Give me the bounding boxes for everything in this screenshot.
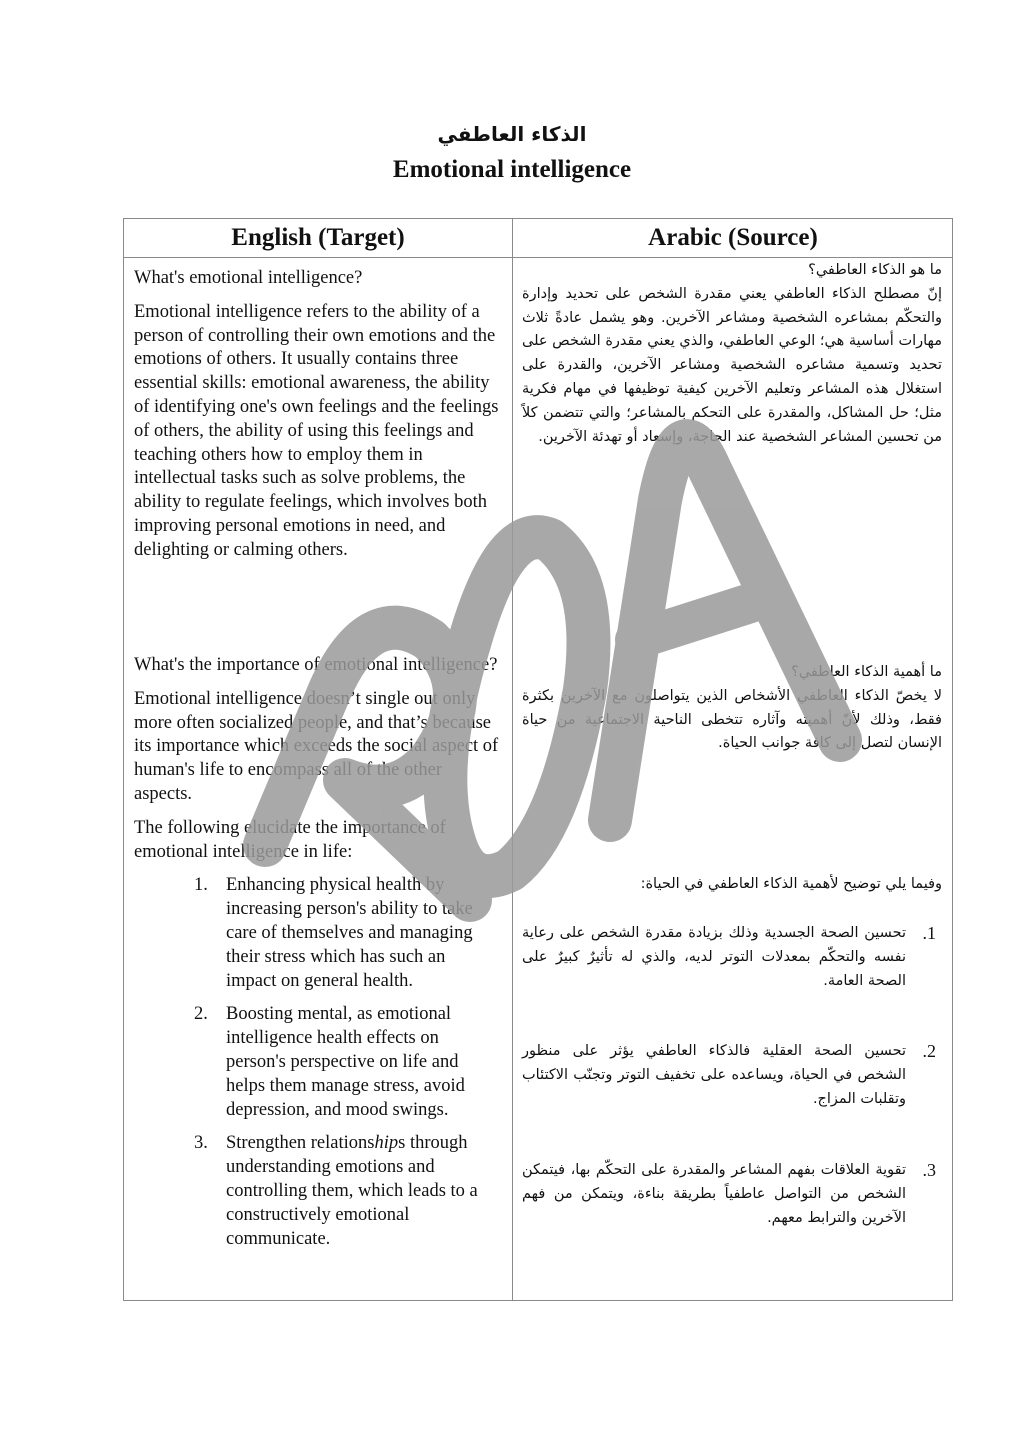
en-paragraph-1: Emotional intelligence refers to the ability of a person of controlling their own emotions and the emotions of others. It usually contains three essential skills: emotional awareness, the ability of identifying one's own feelings and the feelings of others, the ability of using this feelings and teaching others how to employ them in intellectual tasks such as solve problems, the ability to regulate feelings, which involves both improving personal emotions in need, and delighting or calming others. <box>134 301 499 560</box>
en-paragraph-2: Emotional intelligence doesn’t single out only more often socialized people, and that’s because its importance which exceeds the social aspect of human's life to encompass all of the other aspects. <box>134 688 499 804</box>
header-english: English (Target) <box>231 224 405 251</box>
translation-table <box>123 218 953 1301</box>
en-paragraph-3: The following elucidate the importance of emotional intelligence in life: <box>134 817 446 862</box>
ar-list-number-1: 1. <box>922 923 936 943</box>
header-divider <box>124 257 952 258</box>
en-list-text-3b: hip <box>374 1133 399 1154</box>
en-list-item-2 <box>134 1003 500 1122</box>
ar-list-text-3: تقوية العلاقات بفهم المشاعر والمقدرة على التحكّم بها، فيتمكن الشخص من التواصل عاطفياً بطريقة بناءة، ويتمكن من فهم الآخرين والترابط معهم. <box>522 1162 906 1226</box>
en-question-1: What's emotional intelligence? <box>134 268 363 288</box>
en-list-text-3a: Strengthen relations <box>226 1133 375 1154</box>
en-list-text-2: Boosting mental, as emotional intelligence health effects on person's perspective on life and helps them manage stress, avoid depression, and mood swings. <box>226 1004 465 1120</box>
ar-list-item-2 <box>522 1040 942 1111</box>
en-list-number-3: 3. <box>194 1133 208 1154</box>
ar-list-text-1: تحسين الصحة الجسدية وذلك بزيادة مقدرة الشخص على رعاية نفسه والتحكّم بمعدلات التوتر لديه، والذي له تأثيرٌ كبيرٌ على الصحة العامة. <box>522 925 906 989</box>
en-list-text-3c: s through understanding emotions and controlling them, which leads to a constructively emotional communicate. <box>226 1133 478 1249</box>
ar-list-number-2: 2. <box>922 1041 936 1061</box>
header-arabic: Arabic (Source) <box>648 224 818 251</box>
en-list-item-1 <box>134 874 500 993</box>
en-list-item-3 <box>134 1132 500 1251</box>
ar-list-number-3: 3. <box>922 1160 936 1180</box>
ar-paragraph-1: إنّ مصطلح الذكاء العاطفي يعني مقدرة الشخص على تحديد وإدارة والتحكّم بمشاعره الشخصية ومشاعر الآخرين. وهو يشمل عادةً ثلاث مهارات أساسية هي؛ الوعي العاطفي، والذي يعني مقدرة الشخص على تحديد وتسمية مشاعره الشخصية ومشاعر الآخرين، والقدرة على استغلال هذه المشاعر وتعليم الآخرين كيفية توظيفها في مهام فكرية مثل؛ حل المشاكل، والمقدرة على التحكم بالمشاعر؛ والتي تتضمن كلاً من تحسين المشاعر الشخصية عند الحاجة، وإسعاد أو تهدئة الآخرين. <box>522 285 942 445</box>
ar-section-1 <box>522 259 942 449</box>
en-list <box>134 874 500 1251</box>
en-section-1 <box>134 267 500 563</box>
page-title-english: Emotional intelligence <box>392 156 632 183</box>
ar-question-1: ما هو الذكاء العاطفي؟ <box>808 262 942 278</box>
en-list-number-2: 2. <box>194 1004 208 1025</box>
en-question-2: What's the importance of emotional intelligence? <box>134 655 498 675</box>
en-list-text-1: Enhancing physical health by increasing person's ability to take care of themselves and managing their stress which has such an impact on general health. <box>226 875 473 991</box>
page-title-arabic: الذكاء العاطفي <box>437 122 587 146</box>
ar-paragraph-3: وفيما يلي توضيح لأهمية الذكاء العاطفي في الحياة: <box>640 876 942 892</box>
ar-paragraph-2: لا يخصّ الذكاء العاطفي الأشخاص الذين يتواصلون مع الآخرين بكثرة فقط، وذلك لأنّ أهميته وآثاره تتخطى الناحية الاجتماعية من حياة الإنسان لتصل إلى كافة جوانب الحياة. <box>522 687 942 752</box>
ar-list-text-2: تحسين الصحة العقلية فالذكاء العاطفي يؤثر على منظور الشخص في الحياة، ويساعده على تخفيف التوتر وتجنّب الاكتئاب وتقلبات المزاج. <box>522 1043 906 1107</box>
en-section-2 <box>134 654 500 1251</box>
ar-list-item-3 <box>522 1159 942 1230</box>
ar-list-item-1 <box>522 922 942 993</box>
ar-question-2: ما أهمية الذكاء العاطفي؟ <box>791 664 942 680</box>
column-divider <box>512 219 513 1300</box>
en-list-number-1: 1. <box>194 875 208 896</box>
ar-section-2 <box>522 661 942 756</box>
